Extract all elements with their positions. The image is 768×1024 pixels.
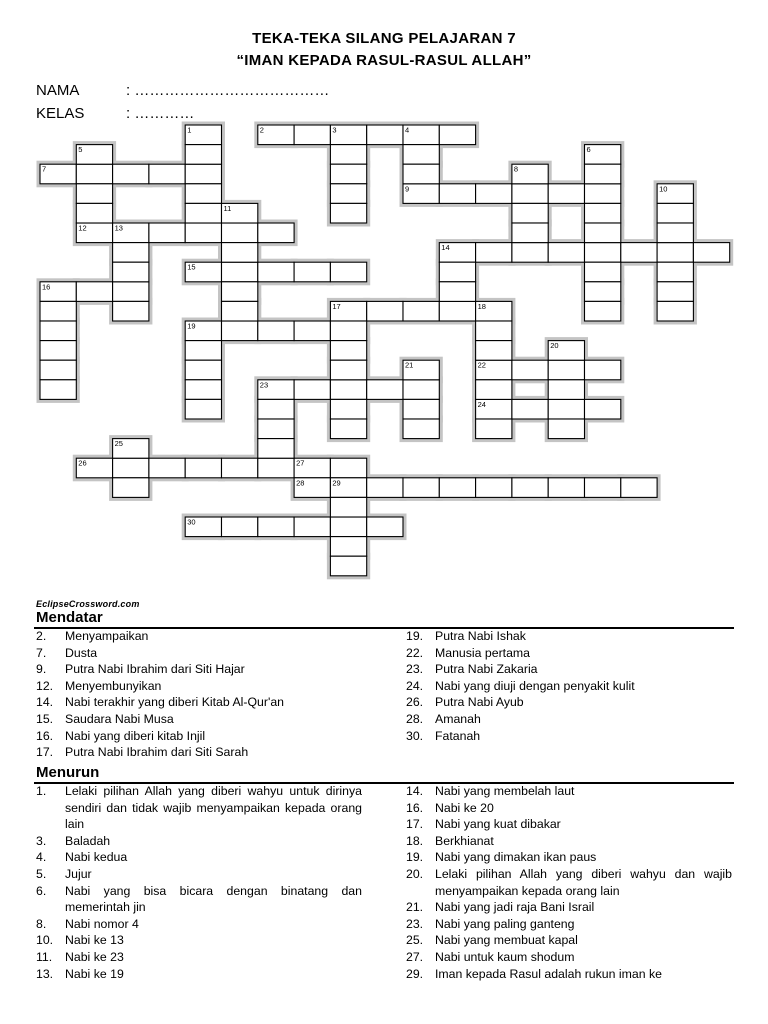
- kelas-label: KELAS: [36, 105, 85, 122]
- grid-cell[interactable]: [330, 262, 366, 282]
- clue-item: [36, 678, 362, 695]
- grid-cell[interactable]: [548, 399, 584, 419]
- grid-cell[interactable]: [330, 458, 366, 478]
- clue-number: 4.: [36, 850, 47, 865]
- clue-item: [406, 800, 732, 817]
- grid-cell[interactable]: [476, 184, 512, 204]
- grid-cell[interactable]: [548, 419, 584, 439]
- clue-number-label: 29: [332, 478, 341, 488]
- clue-item: [406, 966, 732, 983]
- clue-item: [406, 694, 732, 711]
- clue-number-label: 24: [477, 399, 486, 409]
- grid-cell[interactable]: [40, 301, 76, 321]
- grid-cell[interactable]: [330, 419, 366, 439]
- clue-item: [36, 728, 362, 745]
- clue-text: Menyampaikan: [65, 629, 149, 643]
- grid-cell[interactable]: [330, 184, 366, 204]
- clue-number-label: 20: [550, 341, 559, 351]
- clue-text: Menyembunyikan: [65, 678, 162, 693]
- clue-text: Nabi yang membelah laut: [435, 784, 575, 798]
- grid-cell[interactable]: [294, 262, 330, 282]
- grid-cell[interactable]: [548, 360, 584, 380]
- grid-cell[interactable]: [330, 341, 366, 361]
- clue-item: [406, 678, 732, 695]
- grid-cell[interactable]: [185, 341, 221, 361]
- clue-text: Putra Nabi Zakaria: [435, 662, 538, 677]
- clue-number: 6.: [36, 883, 47, 898]
- grid-cell[interactable]: [40, 321, 76, 341]
- clue-item: [36, 694, 362, 711]
- clue-text: Nabi yang paling ganteng: [435, 916, 575, 931]
- grid-cell[interactable]: [548, 243, 584, 263]
- clue-text: Putra Nabi Ishak: [435, 629, 526, 643]
- clue-item: [406, 816, 732, 833]
- grid-cell[interactable]: [222, 243, 258, 263]
- clue-number-label: 9: [405, 184, 410, 194]
- clue-number: 30.: [406, 728, 424, 743]
- grid-cell[interactable]: [548, 380, 584, 400]
- mendatar-right-list: [406, 628, 732, 744]
- clue-item: [406, 628, 732, 645]
- grid-cell[interactable]: [113, 301, 149, 321]
- clue-number-label: 16: [42, 282, 51, 292]
- clue-number-label: 10: [659, 184, 668, 194]
- clue-number-label: 3: [332, 125, 337, 135]
- grid-cell[interactable]: [512, 243, 548, 263]
- grid-cell[interactable]: [76, 203, 112, 223]
- clue-number: 5.: [36, 866, 47, 881]
- clue-number-label: 4: [405, 125, 410, 135]
- clue-number: 15.: [36, 711, 54, 726]
- clue-item: [36, 949, 362, 966]
- grid-cell[interactable]: [512, 203, 548, 223]
- clue-number-label: 28: [296, 478, 305, 488]
- grid-cell[interactable]: [585, 262, 621, 282]
- grid-cell[interactable]: [113, 262, 149, 282]
- grid-cell[interactable]: [113, 282, 149, 302]
- clue-number-label: 15: [187, 262, 196, 272]
- clue-item: [406, 833, 732, 850]
- clue-number: 23.: [406, 662, 424, 677]
- clue-text: Nabi yang diuji dengan penyakit kulit: [435, 678, 635, 693]
- grid-cell[interactable]: [657, 301, 693, 321]
- clue-item: [36, 883, 362, 916]
- grid-cell[interactable]: [149, 164, 185, 184]
- grid-cell[interactable]: [403, 380, 439, 400]
- clue-item: [36, 661, 362, 678]
- grid-cell[interactable]: [585, 223, 621, 243]
- grid-cell[interactable]: [222, 262, 258, 282]
- clue-number: 17.: [36, 745, 54, 760]
- grid-cell[interactable]: [403, 145, 439, 165]
- clue-text: Putra Nabi Ibrahim dari Siti Sarah: [65, 745, 249, 760]
- clue-number-label: 22: [477, 360, 486, 370]
- grid-cell[interactable]: [330, 399, 366, 419]
- grid-cell[interactable]: [367, 125, 403, 145]
- grid-cell[interactable]: [403, 399, 439, 419]
- clue-number-label: 8: [513, 164, 519, 174]
- clue-number-label: 2: [259, 125, 264, 135]
- grid-cell[interactable]: [657, 223, 693, 243]
- clue-item: [36, 783, 362, 833]
- grid-cell[interactable]: [294, 321, 330, 341]
- grid-cell[interactable]: [512, 223, 548, 243]
- clue-number: 12.: [36, 678, 54, 693]
- clue-number-label: 17: [332, 301, 341, 311]
- grid-cell[interactable]: [403, 164, 439, 184]
- grid-cell[interactable]: [693, 243, 729, 263]
- grid-cell[interactable]: [76, 184, 112, 204]
- grid-cell[interactable]: [585, 282, 621, 302]
- clue-number: 29.: [406, 966, 424, 981]
- clue-item: [406, 645, 732, 662]
- grid-cell[interactable]: [403, 419, 439, 439]
- clue-text: Nabi ke 13: [65, 933, 124, 948]
- clue-number: 20.: [406, 866, 424, 881]
- grid-cell[interactable]: [185, 223, 221, 243]
- clue-text: Nabi terakhir yang diberi Kitab Al-Qur'an: [65, 695, 285, 710]
- clue-number: 28.: [406, 711, 424, 726]
- clue-text: Amanah: [435, 711, 481, 726]
- clue-item: [36, 645, 362, 662]
- clue-number: 7.: [36, 645, 47, 660]
- grid-cell[interactable]: [185, 399, 221, 419]
- grid-cell[interactable]: [621, 243, 657, 263]
- clue-item: [406, 916, 732, 933]
- clue-number-label: 26: [78, 458, 87, 468]
- grid-cell[interactable]: [476, 243, 512, 263]
- clue-text: Nabi yang dimakan ikan paus: [435, 850, 597, 865]
- clue-number: 9.: [36, 662, 47, 677]
- clue-number: 26.: [406, 695, 424, 710]
- grid-cell[interactable]: [222, 517, 258, 537]
- clue-number-label: 25: [114, 439, 123, 449]
- menurun-left-list: [36, 783, 362, 982]
- grid-cell[interactable]: [185, 360, 221, 380]
- grid-cell[interactable]: [222, 282, 258, 302]
- clue-number-label: 14: [441, 243, 450, 253]
- clue-item: [36, 833, 362, 850]
- clue-item: [36, 866, 362, 883]
- clue-text: Nabi yang kuat dibakar: [435, 817, 561, 832]
- clue-number: 25.: [406, 933, 424, 948]
- grid-cell[interactable]: [585, 203, 621, 223]
- credit-text: EclipseCrossword.com: [36, 599, 140, 609]
- clue-item: [36, 744, 362, 761]
- grid-cell[interactable]: [330, 360, 366, 380]
- clue-item: [406, 899, 732, 916]
- grid-cell[interactable]: [439, 125, 475, 145]
- clue-number: 16.: [36, 728, 54, 743]
- grid-cell[interactable]: [185, 145, 221, 165]
- clue-text: Nabi yang membuat kapal: [435, 933, 578, 948]
- grid-cell[interactable]: [185, 458, 221, 478]
- grid-cell[interactable]: [585, 399, 621, 419]
- clue-number: 19.: [406, 850, 424, 865]
- clue-text: Nabi untuk kaum shodum: [435, 949, 575, 964]
- clue-text: Saudara Nabi Musa: [65, 711, 174, 726]
- grid-cell[interactable]: [657, 243, 693, 263]
- grid-cell[interactable]: [258, 223, 294, 243]
- clue-item: [406, 783, 732, 800]
- clue-number: 8.: [36, 916, 47, 931]
- clue-number-label: 18: [477, 301, 486, 311]
- grid-cell[interactable]: [258, 517, 294, 537]
- grid-cell[interactable]: [330, 517, 366, 537]
- grid-cell[interactable]: [548, 478, 584, 498]
- mendatar-left-list: [36, 628, 362, 761]
- clue-number: 2.: [36, 629, 47, 643]
- grid-cell[interactable]: [76, 164, 112, 184]
- clue-number: 21.: [406, 900, 424, 915]
- grid-cell[interactable]: [657, 262, 693, 282]
- clue-number: 11.: [36, 949, 53, 964]
- clue-number: 24.: [406, 678, 424, 693]
- grid-cell[interactable]: [548, 184, 584, 204]
- grid-cell[interactable]: [294, 517, 330, 537]
- grid-cell[interactable]: [149, 458, 185, 478]
- clue-number: 18.: [406, 833, 424, 848]
- worksheet-title: TEKA-TEKA SILANG PELAJARAN 7: [252, 30, 516, 47]
- clue-item: [406, 932, 732, 949]
- clue-number-label: 27: [296, 458, 305, 468]
- grid-cell[interactable]: [222, 301, 258, 321]
- grid-cell[interactable]: [149, 223, 185, 243]
- grid-cell[interactable]: [439, 282, 475, 302]
- nama-label: NAMA: [36, 82, 80, 99]
- grid-cell[interactable]: [258, 399, 294, 419]
- grid-cell[interactable]: [476, 341, 512, 361]
- grid-cell[interactable]: [185, 184, 221, 204]
- clue-text: Nabi nomor 4: [65, 916, 139, 931]
- clue-text: Fatanah: [435, 728, 481, 743]
- clue-number: 1.: [36, 784, 47, 798]
- clue-item: [406, 728, 732, 745]
- clue-number-label: 30: [187, 517, 196, 527]
- clue-item: [406, 711, 732, 728]
- clue-item: [406, 949, 732, 966]
- clue-item: [406, 661, 732, 678]
- clue-number-label: 12: [78, 223, 87, 233]
- clue-text: Nabi kedua: [65, 850, 128, 865]
- clue-number: 22.: [406, 645, 424, 660]
- grid-cell[interactable]: [330, 380, 366, 400]
- grid-cell[interactable]: [330, 556, 366, 576]
- clue-item: [36, 916, 362, 933]
- grid-cell[interactable]: [330, 321, 366, 341]
- grid-cell[interactable]: [294, 125, 330, 145]
- clue-number-label: 6: [586, 145, 591, 155]
- grid-cell[interactable]: [113, 164, 149, 184]
- clue-item: [406, 866, 732, 899]
- clue-text: Manusia pertama: [435, 645, 531, 660]
- clue-text: Lelaki pilihan Allah yang diberi wahyu dan wajib menyampaikan kepada orang lain: [435, 866, 732, 898]
- grid-cell[interactable]: [367, 380, 403, 400]
- grid-cell[interactable]: [512, 184, 548, 204]
- grid-cell[interactable]: [222, 223, 258, 243]
- grid-cell[interactable]: [258, 439, 294, 459]
- grid-cell[interactable]: [585, 184, 621, 204]
- clue-text: Nabi ke 20: [435, 800, 494, 815]
- grid-cell[interactable]: [76, 282, 112, 302]
- grid-cell[interactable]: [367, 517, 403, 537]
- clue-text: Dusta: [65, 645, 98, 660]
- grid-cell[interactable]: [330, 537, 366, 557]
- menurun-heading: Menurun: [36, 764, 100, 781]
- grid-cell[interactable]: [258, 458, 294, 478]
- grid-cell[interactable]: [476, 321, 512, 341]
- clue-item: [406, 849, 732, 866]
- clue-text: Baladah: [65, 833, 111, 848]
- clue-text: Nabi yang diberi kitab Injil: [65, 728, 206, 743]
- clue-number-label: 5: [78, 145, 83, 155]
- grid-cell[interactable]: [512, 360, 548, 380]
- clue-item: [36, 711, 362, 728]
- grid-cell[interactable]: [330, 497, 366, 517]
- clue-item: [36, 966, 362, 983]
- worksheet-subtitle: “IMAN KEPADA RASUL-RASUL ALLAH”: [236, 52, 532, 69]
- grid-cell[interactable]: [367, 301, 403, 321]
- clue-number-label: 7: [42, 164, 47, 174]
- clue-number-label: 19: [187, 321, 196, 331]
- clue-number: 3.: [36, 833, 47, 848]
- clue-text: Putra Nabi Ayub: [435, 695, 524, 710]
- grid-cell[interactable]: [585, 301, 621, 321]
- menurun-right-list: [406, 783, 732, 982]
- grid-cell[interactable]: [40, 360, 76, 380]
- clue-number-label: 21: [405, 360, 414, 370]
- clue-number: 27.: [406, 949, 424, 964]
- grid-cell[interactable]: [621, 478, 657, 498]
- grid-cell[interactable]: [185, 380, 221, 400]
- clue-number-label: 1: [187, 125, 192, 135]
- clue-number: 23.: [406, 916, 424, 931]
- kelas-field: : …………: [126, 105, 195, 122]
- clue-number-label: 11: [223, 203, 232, 213]
- grid-cell[interactable]: [476, 478, 512, 498]
- clue-text: Nabi ke 23: [65, 949, 124, 964]
- clue-text: Iman kepada Rasul adalah rukun iman ke: [435, 966, 662, 981]
- clue-text: Nabi yang jadi raja Bani Israil: [435, 900, 595, 915]
- clue-text: Putra Nabi Ibrahim dari Siti Hajar: [65, 662, 245, 677]
- grid-cell[interactable]: [439, 301, 475, 321]
- grid-cell[interactable]: [185, 164, 221, 184]
- grid-cell[interactable]: [439, 478, 475, 498]
- clue-number: 14.: [36, 695, 54, 710]
- mendatar-heading: Mendatar: [36, 609, 103, 626]
- grid-cell[interactable]: [330, 164, 366, 184]
- grid-cell[interactable]: [258, 419, 294, 439]
- clue-number: 17.: [406, 817, 424, 832]
- clue-text: Berkhianat: [435, 833, 494, 848]
- grid-cell[interactable]: [330, 145, 366, 165]
- clue-item: [36, 849, 362, 866]
- grid-cell[interactable]: [657, 203, 693, 223]
- grid-cell[interactable]: [657, 282, 693, 302]
- clue-number: 10.: [36, 933, 54, 948]
- clue-text: Nabi yang bisa bicara dengan binatang dan memerintah jin: [65, 883, 362, 915]
- clue-text: Lelaki pilihan Allah yang diberi wahyu untuk dirinya sendiri dan tidak wajib menyampaikan kepada orang lain: [65, 784, 362, 832]
- grid-cell[interactable]: [476, 419, 512, 439]
- grid-cell[interactable]: [403, 478, 439, 498]
- grid-cell[interactable]: [512, 478, 548, 498]
- grid-cell[interactable]: [439, 262, 475, 282]
- grid-cell[interactable]: [258, 262, 294, 282]
- clue-number: 19.: [406, 629, 424, 643]
- clue-text: Nabi ke 19: [65, 966, 124, 981]
- grid-cell[interactable]: [476, 380, 512, 400]
- clue-item: [36, 932, 362, 949]
- grid-cell[interactable]: [294, 380, 330, 400]
- grid-cell[interactable]: [512, 399, 548, 419]
- grid-cell[interactable]: [222, 458, 258, 478]
- clue-number: 14.: [406, 784, 424, 798]
- grid-cell[interactable]: [585, 164, 621, 184]
- grid-cell[interactable]: [40, 341, 76, 361]
- grid-cell[interactable]: [439, 184, 475, 204]
- grid-cell[interactable]: [258, 321, 294, 341]
- grid-cell[interactable]: [585, 243, 621, 263]
- grid-cell[interactable]: [330, 203, 366, 223]
- grid-cell[interactable]: [585, 360, 621, 380]
- clue-number: 16.: [406, 800, 424, 815]
- grid-cell[interactable]: [367, 478, 403, 498]
- grid-cell[interactable]: [113, 478, 149, 498]
- clue-item: [36, 628, 362, 645]
- grid-cell[interactable]: [185, 203, 221, 223]
- clue-number-label: 23: [259, 380, 269, 390]
- grid-cell[interactable]: [113, 243, 149, 263]
- clue-number: 13.: [36, 966, 54, 981]
- grid-cell[interactable]: [403, 301, 439, 321]
- grid-cell[interactable]: [222, 321, 258, 341]
- grid-cell[interactable]: [585, 478, 621, 498]
- nama-field: : …………………………………: [126, 82, 330, 99]
- grid-cell[interactable]: [113, 458, 149, 478]
- grid-cell[interactable]: [40, 380, 76, 400]
- clue-text: Jujur: [65, 866, 92, 881]
- clue-number-label: 13: [114, 223, 123, 233]
